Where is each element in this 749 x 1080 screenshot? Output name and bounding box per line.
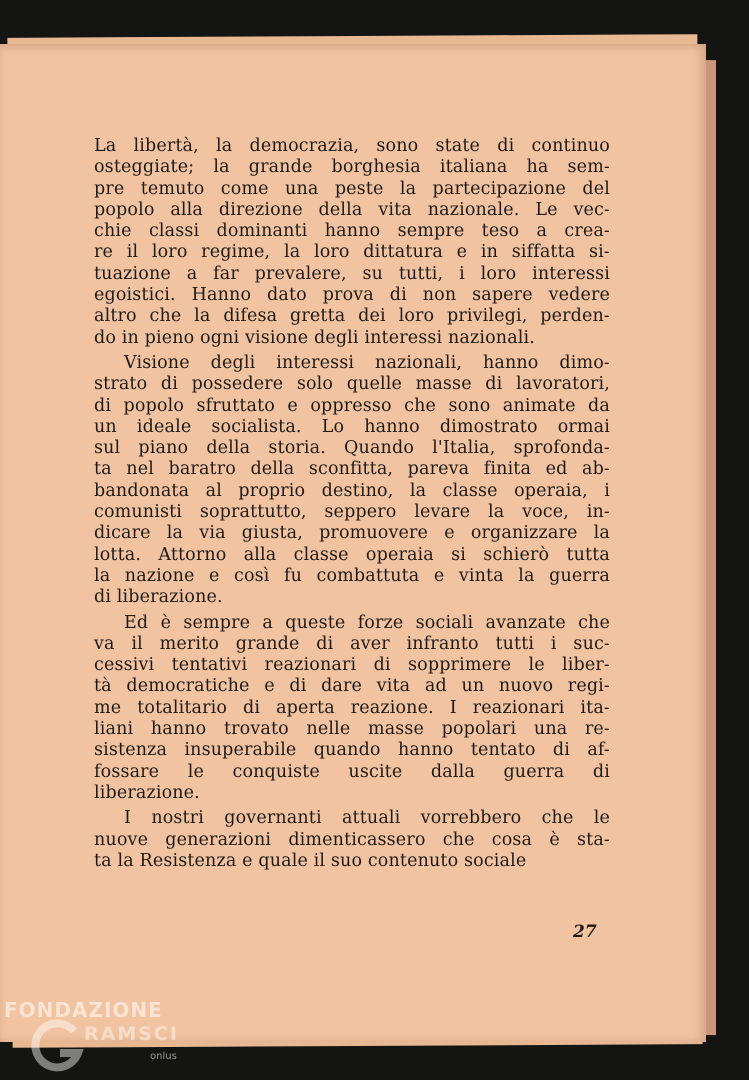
- text-line: re il loro regime, la loro dittatura e in siffatta si-: [94, 242, 610, 263]
- watermark-line-1: FONDAZIONE: [4, 998, 163, 1022]
- watermark-line-2: RAMSCI: [84, 1023, 179, 1045]
- text-line: Visione degli interessi nazionali, hanno dimo-: [124, 352, 610, 373]
- text-line: altro che la difesa gretta dei loro privilegi, perden-: [94, 306, 610, 327]
- text-line: liberazione.: [94, 782, 200, 803]
- gramsci-logo-icon: [28, 1017, 88, 1075]
- text-line: egoistici. Hanno dato prova di non sapere vedere: [94, 285, 610, 306]
- book-page: [0, 44, 706, 1042]
- text-line: di liberazione.: [94, 587, 223, 608]
- text-line: popolo alla direzione della vita nazionale. Le vec-: [94, 199, 610, 220]
- watermark-line-3: onlus: [150, 1051, 177, 1062]
- paragraph: [94, 613, 610, 805]
- text-line: me totalitario di aperta reazione. I reazionari ita-: [94, 697, 610, 718]
- text-line: do in pieno ogni visione degli interessi nazionali.: [94, 327, 535, 348]
- text-line: sistenza insuperabile quando hanno tentato di af-: [94, 740, 610, 761]
- text-line: dicare la via giusta, promuovere e organizzare la: [94, 523, 610, 544]
- text-line: tà democratiche e di dare vita ad un nuovo regi-: [94, 676, 610, 697]
- paragraph: [94, 353, 610, 609]
- text-line: un ideale socialista. Lo hanno dimostrato ormai: [94, 416, 610, 437]
- body-text: [94, 136, 610, 872]
- text-line: di popolo sfruttato e oppresso che sono animate da: [94, 395, 610, 416]
- text-line: bandonata al proprio destino, la classe operaia, i: [94, 480, 610, 501]
- text-line: sul piano della storia. Quando l'Italia, sprofonda-: [94, 438, 610, 459]
- text-line: liani hanno trovato nelle masse popolari una re-: [94, 719, 610, 740]
- text-line: Ed è sempre a queste forze sociali avanzate che: [124, 612, 610, 633]
- page-number: 27: [573, 922, 597, 942]
- paragraph: [94, 136, 610, 349]
- text-line: fossare le conquiste uscite dalla guerra di: [94, 761, 610, 782]
- text-line: va il merito grande di aver infranto tutti i suc-: [94, 633, 610, 654]
- text-line: strato di possedere solo quelle masse di lavoratori,: [94, 374, 610, 395]
- text-line: chie classi dominanti hanno sempre teso a crea-: [94, 221, 610, 242]
- text-line: comunisti soprattutto, seppero levare la voce, in-: [94, 502, 610, 523]
- text-line: nuove generazioni dimenticassero che cosa è sta-: [94, 829, 610, 850]
- text-line: cessivi tentativi reazionari di sopprimere le liber-: [94, 655, 610, 676]
- fondazione-gramsci-watermark: [0, 995, 200, 1080]
- text-line: ta la Resistenza e quale il suo contenuto sociale: [94, 850, 527, 871]
- text-line: la nazione e così fu combattuta e vinta la guerra: [94, 565, 610, 586]
- text-line: I nostri governanti attuali vorrebbero che le: [124, 808, 610, 829]
- text-line: lotta. Attorno alla classe operaia si schierò tutta: [94, 544, 610, 565]
- text-line: osteggiate; la grande borghesia italiana ha sem-: [94, 157, 610, 178]
- text-line: tuazione a far prevalere, su tutti, i loro interessi: [94, 263, 610, 284]
- text-line: pre temuto come una peste la partecipazione del: [94, 178, 610, 199]
- text-line: La libertà, la democrazia, sono state di continuo: [94, 136, 610, 156]
- text-line: ta nel baratro della sconfitta, pareva finita ed ab-: [94, 459, 610, 480]
- paragraph: [94, 808, 610, 872]
